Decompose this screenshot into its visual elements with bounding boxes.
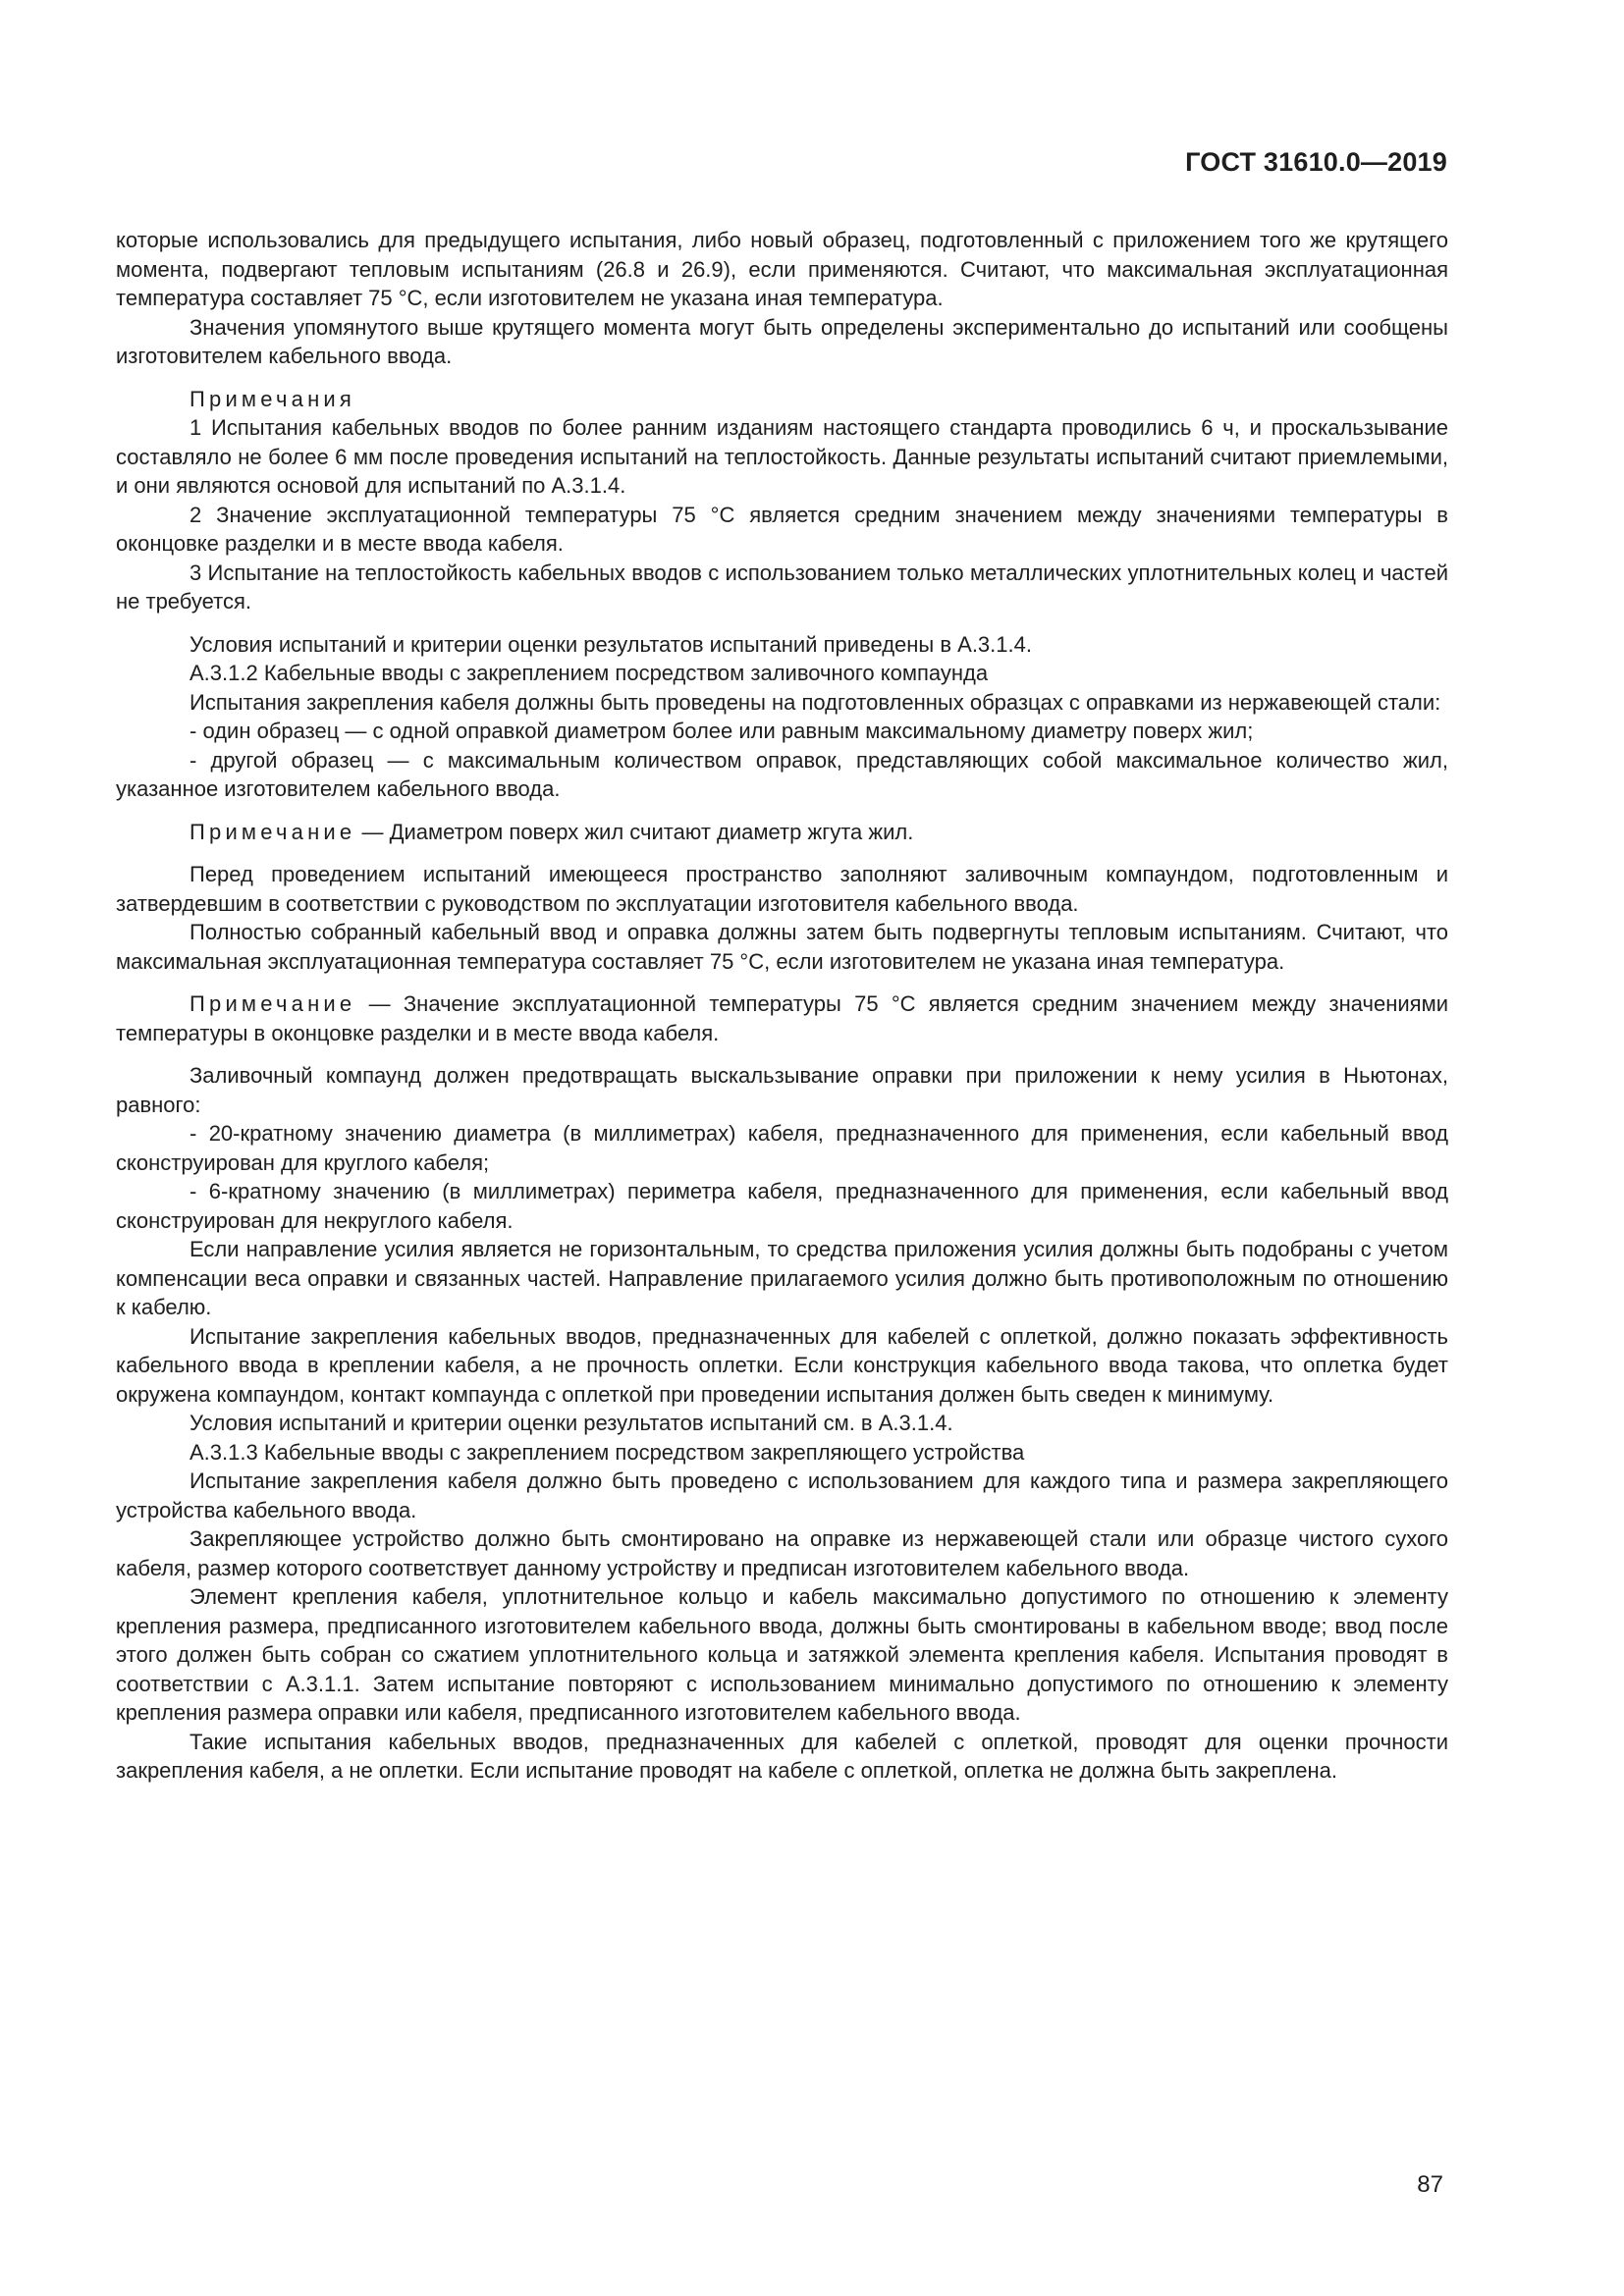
paragraph: Значения упомянутого выше крутящего момента могут быть определены экспериментально до испытаний или сообщены изготовителем кабельного ввода. bbox=[116, 314, 1448, 368]
paragraph: Закрепляющее устройство должно быть смонтировано на оправке из нержавеющей стали или образце чистого сухого кабеля, размер которого соответствует данному устройству и предписан изготовителем кабельного ввода. bbox=[116, 1526, 1448, 1580]
note-text: — Значение эксплуатационной температуры 75 °С является средним значением между значениями температуры в оконцовке разделки и в месте ввода кабеля. bbox=[116, 991, 1448, 1045]
paragraph: Перед проведением испытаний имеющееся пространство заполняют заливочным компаундом, подготовленным и затвердевшим в соответствии с руководством по эксплуатации изготовителя кабельного ввода. bbox=[116, 862, 1448, 916]
paragraph: Если направление усилия является не горизонтальным, то средства приложения усилия должны быть подобраны с учетом компенсации веса оправки и связанных частей. Направление прилагаемого усилия должно быть противоположным по отношению к кабелю. bbox=[116, 1237, 1448, 1319]
document-body bbox=[116, 226, 1448, 1786]
paragraph: Испытания закрепления кабеля должны быть проведены на подготовленных образцах с оправками из нержавеющей стали: bbox=[189, 689, 1441, 715]
paragraph: Испытание закрепления кабельных вводов, предназначенных для кабелей с оплеткой, должно показать эффективность кабельного ввода в креплении кабеля, а не прочность оплетки. Если конструкция кабельного ввода такова, что оплетка будет окружена компаундом, контакт компаунда с оплеткой при проведении испытания должен быть сведен к минимуму. bbox=[116, 1323, 1448, 1407]
paragraph: которые использовались для предыдущего испытания, либо новый образец, подготовленный с приложением того же крутящего момента, подвергают тепловым испытаниям (26.8 и 26.9), если применяются. Считают, что максимальная эксплуатационная температура составляет 75 °С, если изготовителем не указана иная температура. bbox=[116, 228, 1448, 310]
list-item: - один образец — с одной оправкой диаметром более или равным максимальному диаметру поверх жил; bbox=[189, 719, 1254, 743]
paragraph: Элемент крепления кабеля, уплотнительное кольцо и кабель максимально допустимого по отношению к элементу крепления размера, предписанного изготовителем кабельного ввода, должны быть смонтированы в кабельном вводе; ввод после этого должен быть собран со сжатием уплотнительного кольца и затяжкой элемента крепления кабеля. Испытания проводят в соответствии с А.3.1.1. Затем испытание повторяют с использованием минимально допустимого по отношению к элементу крепления размера оправки или кабеля, предписанного изготовителем кабельного ввода. bbox=[116, 1584, 1448, 1725]
paragraph: Такие испытания кабельных вводов, предназначенных для кабелей с оплеткой, проводят для оценки прочности закрепления кабеля, а не оплетки. Если испытание проводят на кабеле с оплеткой, оплетка не должна быть закреплена. bbox=[116, 1729, 1448, 1783]
paragraph: Условия испытаний и критерии оценки результатов испытаний приведены в А.3.1.4. bbox=[189, 631, 1032, 657]
section-heading: А.3.1.2 Кабельные вводы с закреплением посредством заливочного компаунда bbox=[189, 661, 989, 685]
section-heading: А.3.1.3 Кабельные вводы с закреплением посредством закрепляющего устройства bbox=[189, 1439, 1025, 1465]
notes-heading: Примечания bbox=[189, 386, 356, 411]
note-item: 1 Испытания кабельных вводов по более ранним изданиям настоящего стандарта проводились 6 ч, и проскальзывание составляло не более 6 мм после проведения испытаний на теплостойкость. Данные результаты испытаний считают приемлемыми, и они являются основой для испытаний по А.3.1.4. bbox=[116, 415, 1448, 498]
note-text: — Диаметром поверх жил считают диаметр жгута жил. bbox=[355, 819, 914, 844]
list-item: - 6-кратному значению (в миллиметрах) периметра кабеля, предназначенного для применения, если кабельный ввод сконструирован для некруглого кабеля. bbox=[116, 1179, 1448, 1233]
note-label: Примечание bbox=[189, 819, 356, 844]
paragraph: Полностью собранный кабельный ввод и оправка должны затем быть подвергнуты тепловым испытаниям. Считают, что максимальная эксплуатационная температура составляет 75 °С, если изготовителем не указана иная температура. bbox=[116, 920, 1448, 974]
list-item: - другой образец — с максимальным количеством оправок, представляющих собой максимальное количество жил, указанное изготовителем кабельного ввода. bbox=[116, 747, 1448, 801]
paragraph: Заливочный компаунд должен предотвращать выскальзывание оправки при приложении к нему усилия в Ньютонах, равного: bbox=[116, 1063, 1448, 1117]
paragraph: Условия испытаний и критерии оценки результатов испытаний см. в А.3.1.4. bbox=[189, 1411, 953, 1435]
note-item bbox=[116, 989, 1448, 1047]
list-item: - 20-кратному значению диаметра (в миллиметрах) кабеля, предназначенного для применения, если кабельный ввод сконструирован для круглого кабеля; bbox=[116, 1121, 1448, 1175]
document-header-standard-number: ГОСТ 31610.0—2019 bbox=[1185, 147, 1447, 177]
note-item: 3 Испытание на теплостойкость кабельных вводов с использованием только металлических уплотнительных колец и частей не требуется. bbox=[116, 560, 1448, 614]
page-number: 87 bbox=[1417, 2171, 1443, 2198]
note-item: 2 Значение эксплуатационной температуры 75 °С является средним значением между значениями температуры в оконцовке разделки и в месте ввода кабеля. bbox=[116, 502, 1448, 556]
note-item bbox=[116, 818, 1448, 847]
note-label: Примечание bbox=[189, 991, 356, 1016]
paragraph: Испытание закрепления кабеля должно быть проведено с использованием для каждого типа и размера закрепляющего устройства кабельного ввода. bbox=[116, 1468, 1448, 1522]
